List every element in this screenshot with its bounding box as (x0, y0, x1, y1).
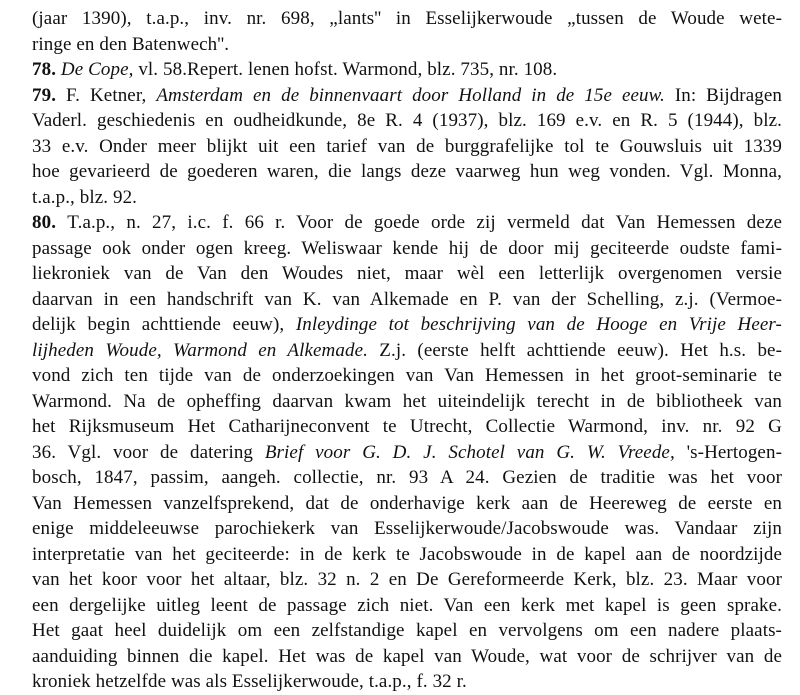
text-run: In: Bijdragen (664, 84, 783, 106)
text-run: 36. Vgl. voor de datering (32, 441, 265, 463)
text-line (32, 159, 782, 185)
text-line (32, 618, 782, 644)
text-line (32, 414, 782, 440)
text-run: (jaar 1390), t.a.p., inv. nr. 698, „lants'' in Esselijkerwoude „tussen de Woude wete- (32, 8, 782, 29)
text-run: Van Hemessen vanzelfsprekend, dat de onderhavige kerk aan de Heereweg de eerste en (32, 492, 782, 514)
text-run: Z.j. (eerste helft achttiende eeuw). Het h.s. be- (367, 339, 783, 361)
text-line (32, 491, 782, 517)
note-number: 78. (32, 59, 61, 80)
text-run: T.a.p., n. 27, i.c. f. 66 r. Voor de goede orde zij vermeld dat Van Hemessen deze (67, 212, 782, 233)
text-line (32, 185, 782, 211)
italic-title: Brief voor G. D. J. Schotel van G. W. Vreede, (264, 441, 675, 463)
text-run: F. Ketner, (66, 84, 157, 106)
text-run: van het koor voor het altaar, blz. 32 n. 2 en De Gereformeerde Kerk, blz. 23. Maar voor (32, 569, 782, 590)
text-run: t.a.p., blz. 92. (32, 186, 138, 208)
text-line (32, 210, 782, 236)
text-run: vond zich ten tijde van de onderzoekingen van Van Hemessen in het groot-seminarie te (32, 365, 782, 386)
text-run: liekroniek van de Van den Woudes niet, maar wèl een letterlijk overgenomen versie (32, 263, 782, 284)
text-run: ringe en den Batenwech''. (32, 33, 230, 55)
text-line (32, 32, 782, 58)
text-run: delijk begin achttiende eeuw), (32, 314, 296, 335)
text-line (32, 669, 782, 695)
text-run: Het gaat heel duidelijk om een zelfstandige kapel en vervolgens om een nadere plaats- (32, 620, 782, 641)
text-line (32, 134, 782, 160)
text-line (32, 465, 782, 491)
text-line (32, 644, 782, 670)
text-run: vl. 58.Repert. lenen hofst. Warmond, blz. 735, nr. 108. (133, 59, 558, 80)
text-run: bosch, 1847, passim, aangeh. collectie, nr. 93 A 24. Gezien de traditie was het voor (32, 467, 782, 488)
text-line (32, 542, 782, 568)
note-number: 80. (32, 212, 68, 233)
text-line (32, 567, 782, 593)
text-line (32, 389, 782, 415)
note-number: 79. (32, 84, 67, 106)
text-run: enige middeleeuwse parochiekerk van Esselijkerwoude/Jacobswoude was. Vandaar zijn (32, 518, 782, 539)
text-line (32, 83, 782, 109)
text-run: passage ook onder ogen kreeg. Weliswaar kende hij de door mij geciteerde oudste fami- (32, 237, 782, 259)
italic-title: De Cope, (60, 59, 134, 80)
text-run: hoe gevarieerd de goederen waren, die langs deze vaarweg hun weg vonden. Vgl. Monna, (32, 161, 782, 182)
text-line (32, 440, 782, 466)
text-run: aanduiding binnen die kapel. Het was de kapel van Woude, wat voor de schrijver van de (32, 645, 782, 667)
italic-title: lijheden Woude, Warmond en Alkemade. (32, 339, 368, 361)
text-run: een dergelijke uitleg leent de passage zich niet. Van een kerk met kapel is geen sprake. (32, 594, 782, 616)
text-run: 's-Hertogen- (674, 441, 782, 463)
text-line (32, 236, 782, 262)
text-line (32, 312, 782, 338)
text-line (32, 108, 782, 134)
text-run: 33 e.v. Onder meer blijkt uit een tarief van de burggrafelijke tol te Gouwsluis uit 1339 (32, 135, 782, 157)
text-run: Vaderl. geschiedenis en oudheidkunde, 8e R. 4 (1937), blz. 169 e.v. en R. 5 (1944), blz. (32, 110, 782, 131)
italic-title: Amsterdam en de binnenvaart door Holland in de 15e eeuw. (156, 84, 665, 106)
text-line (32, 261, 782, 287)
text-line (32, 338, 782, 364)
text-run: Warmond. Na de opheffing daarvan kwam het uiteindelijk terecht in de bibliotheek van (32, 390, 782, 412)
text-line (32, 516, 782, 542)
text-run: kroniek hetzelfde was als Esselijkerwoude, t.a.p., f. 32 r. (32, 671, 467, 692)
italic-title: Inleydinge tot beschrijving van de Hooge en Vrije Heer- (295, 314, 782, 335)
text-line (32, 287, 782, 313)
text-run: het Rijksmuseum Het Catharijneconvent te Utrecht, Collectie Warmond, inv. nr. 92 G (32, 416, 782, 437)
text-line (32, 57, 782, 83)
text-line (32, 593, 782, 619)
text-run: daarvan in een handschrift van K. van Alkemade en P. van der Schelling, z.j. (Vermoe- (32, 288, 782, 310)
text-run: interpretatie van het geciteerde: in de kerk te Jacobswoude in de kapel aan de noordzijde (32, 543, 782, 565)
text-line (32, 6, 782, 32)
text-line (32, 363, 782, 389)
